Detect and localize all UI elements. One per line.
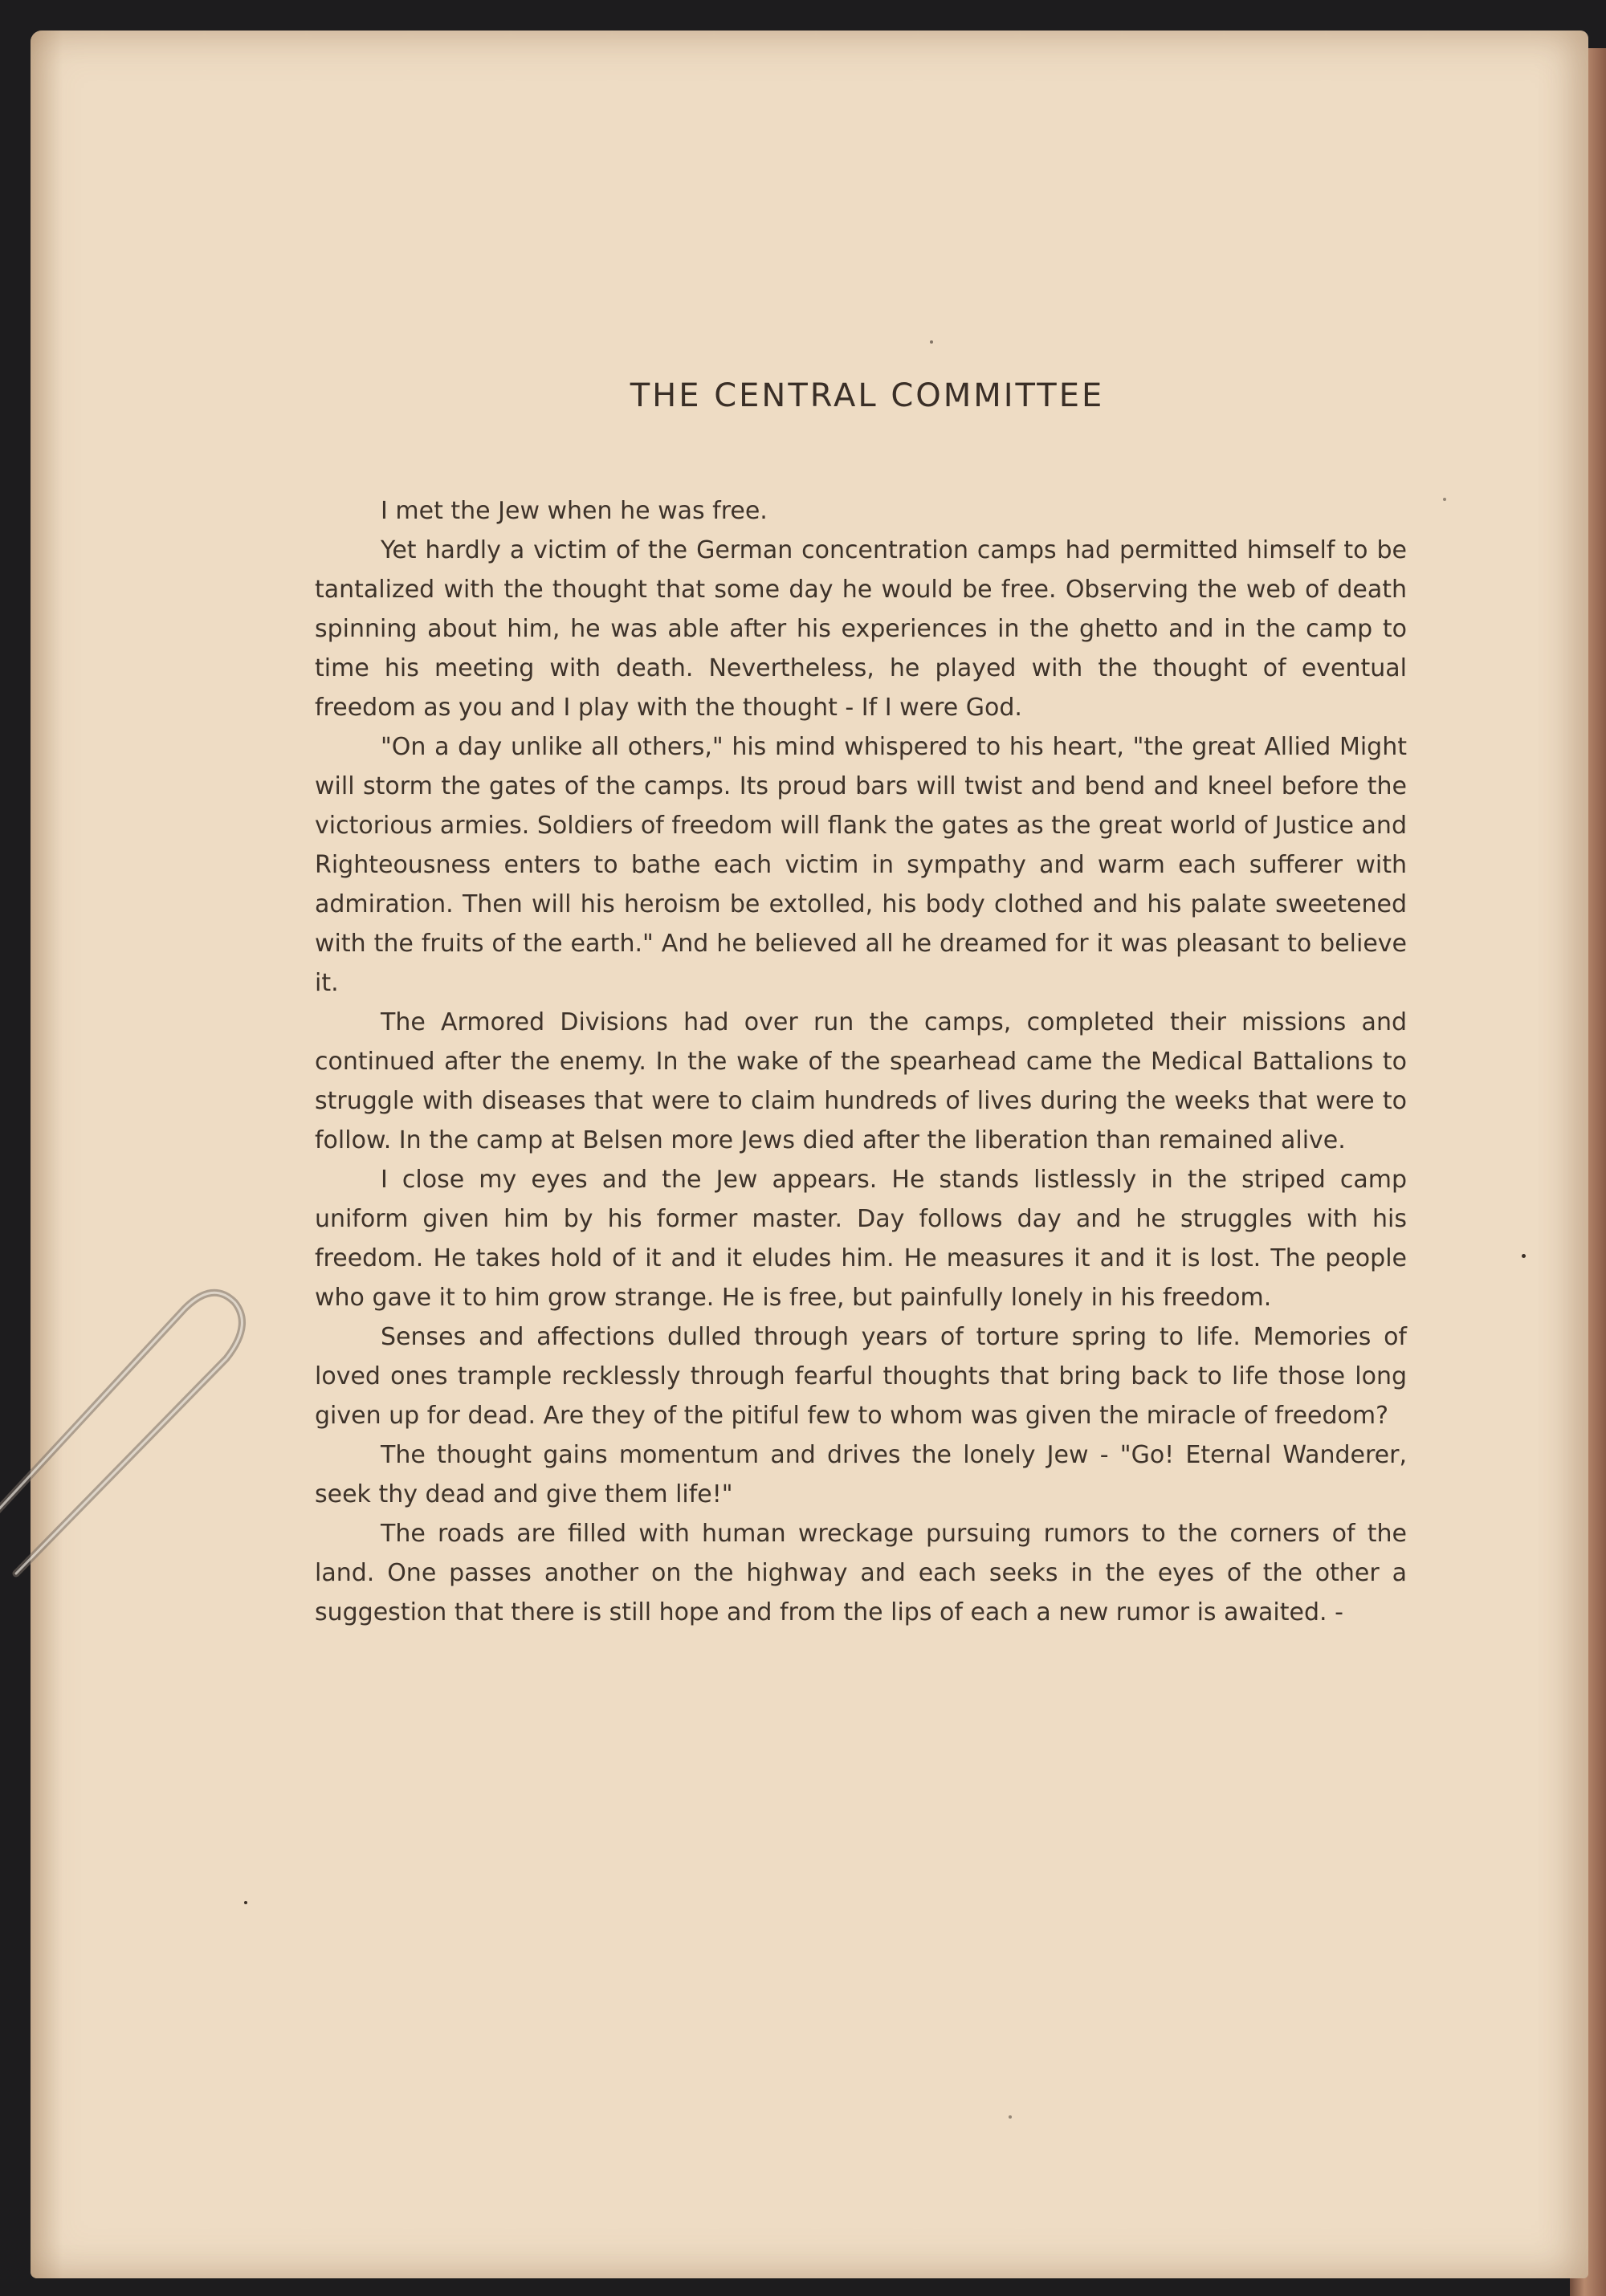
body-text [315, 491, 1407, 1632]
paragraph: "On a day unlike all others," his mind whispered to his heart, "the great Allied Might will storm the gates of the camps. Its proud bars will twist and bend and kneel before the victorious armies. Soldiers of freedom will flank the gates as the great world of Justice and Righteousness enters to bathe each victim in sympathy and warm each sufferer with admiration. Then will his heroism be extolled, his body clothed and his palate sweetened with the fruits of the earth." And he believed all he dreamed for it was pleasant to believe it. [315, 733, 1407, 997]
paragraph: Yet hardly a victim of the German concentration camps had permitted himself to be tantalized with the thought that some day he would be free. Observing the web of death spinning about him, he was able after his experiences in the ghetto and in the camp to time his meeting with death. Nevertheless, he played with the thought of eventual freedom as you and I play with the thought - If I were God. [315, 536, 1407, 722]
paragraph: I met the Jew when he was free. [381, 497, 768, 525]
page-gutter-shadow [31, 31, 63, 2278]
paper-speck [1522, 1254, 1526, 1258]
paper-speck [930, 340, 933, 344]
paragraph: The Armored Divisions had over run the camps, completed their missions and continued after the enemy. In the wake of the spearhead came the Medical Battalions to struggle with diseases that were to claim hundreds of lives during the weeks that were to follow. In the camp at Belsen more Jews died after the liberation than remained alive. [315, 1008, 1407, 1154]
paragraph: Senses and affections dulled through years of torture spring to life. Memories of loved ones trample recklessly through fearful thoughts that bring back to life those long given up for dead. Are they of the pitiful few to whom was given the miracle of freedom? [315, 1323, 1407, 1430]
paper-clip [0, 1284, 257, 1670]
paragraph: I close my eyes and the Jew appears. He stands listlessly in the striped camp uniform given him by his former master. Day follows day and he struggles with his freedom. He takes hold of it and it eludes him. He measures it and it is lost. The people who gave it to him grow strange. He is free, but painfully lonely in his freedom. [315, 1166, 1407, 1312]
paper-speck [244, 1901, 247, 1904]
page-title: THE CENTRAL COMMITTEE [630, 377, 1105, 414]
paragraph: The roads are filled with human wreckage pursuing rumors to the corners of the land. One passes another on the highway and each seeks in the eyes of the other a suggestion that there is still hope and from the lips of each a new rumor is awaited. - [315, 1520, 1407, 1626]
paper-speck [1443, 498, 1446, 501]
paragraph: The thought gains momentum and drives the lonely Jew - "Go! Eternal Wanderer, seek thy dead and give them life!" [315, 1441, 1407, 1508]
paper-speck [1009, 2115, 1012, 2119]
